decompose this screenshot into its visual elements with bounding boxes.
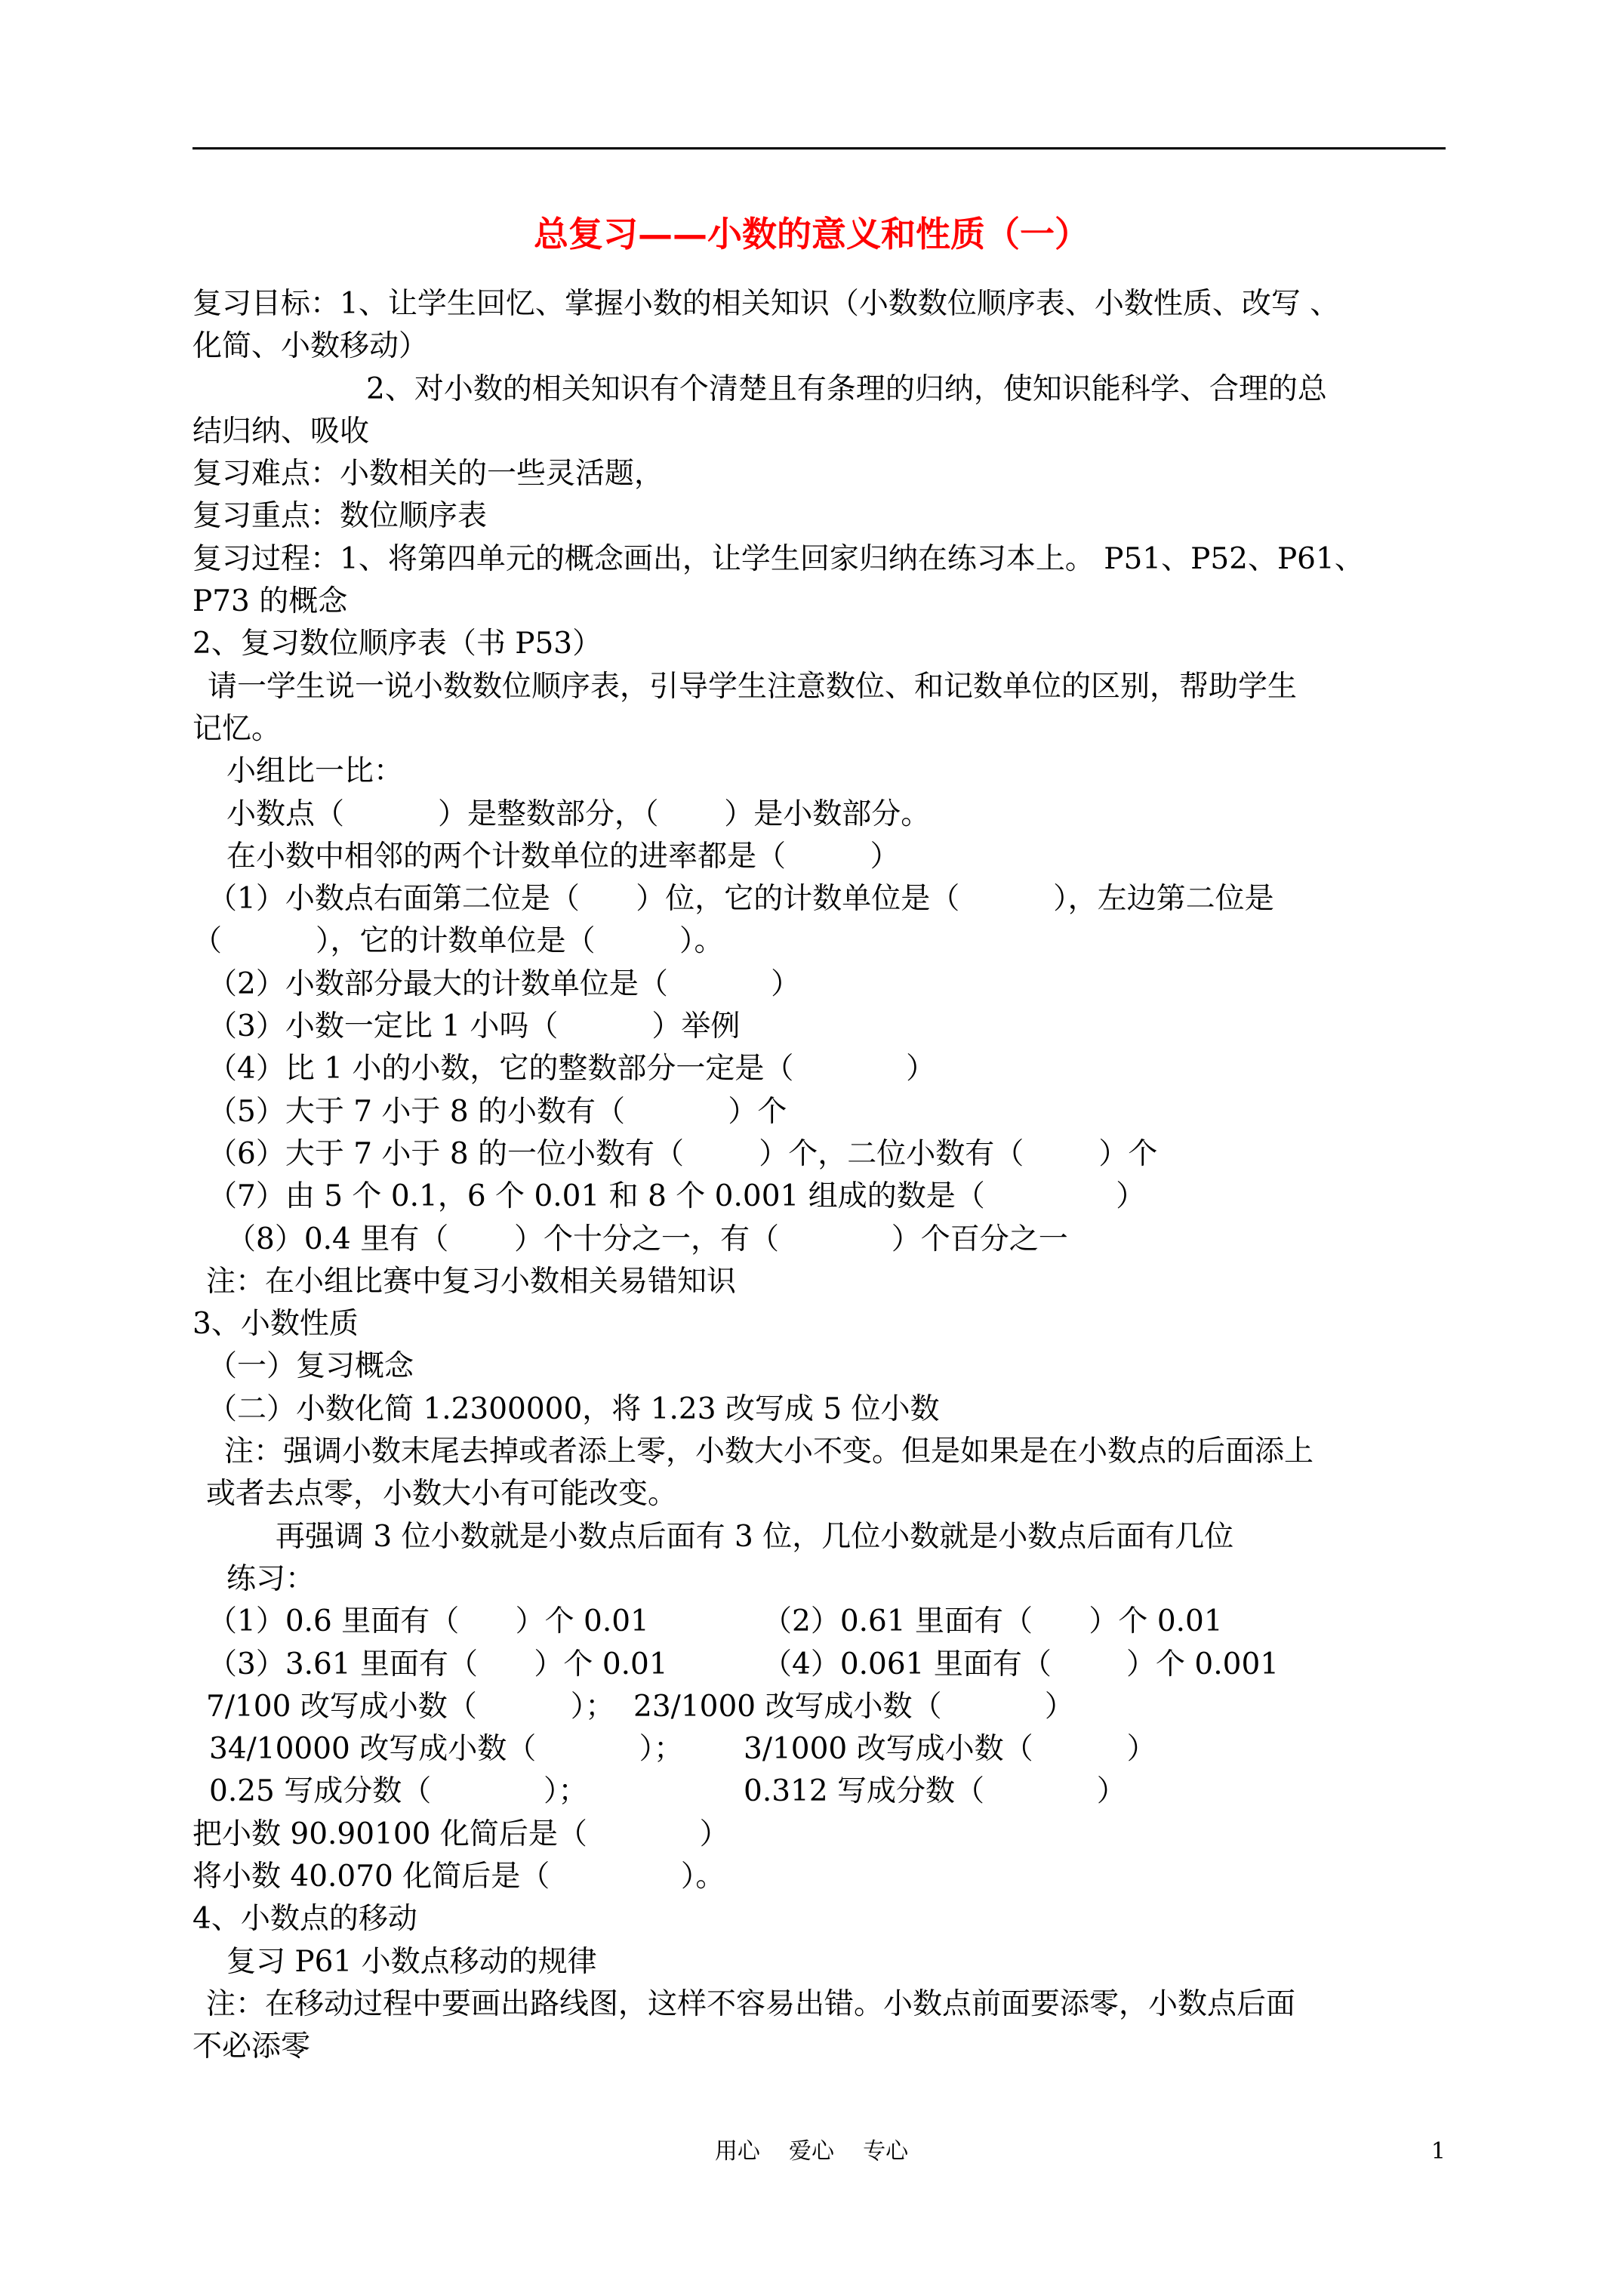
text-line: 再强调 3 位小数就是小数点后面有 3 位，几位小数就是小数点后面有几位 <box>276 1519 1234 1554</box>
section-heading: 3、小数性质 <box>192 1307 359 1342</box>
exercise-item: （4）0.061 里面有（ ）个 0.001 <box>762 1647 1280 1681</box>
note-line: 或者去点零，小数大小有可能改变。 <box>206 1477 678 1512</box>
exercise-item: 7/100 改写成小数（ ）； 23/1000 改写成小数（ ） <box>206 1689 1074 1724</box>
exercise-row <box>192 1771 1446 1813</box>
text-line: 复习目标：1、让学生回忆、掌握小数的相关知识（小数数位顺序表、小数性质、改写 、 <box>192 287 1340 321</box>
text-line: 练习： <box>226 1561 316 1596</box>
exercise-item: 把小数 90.90100 化简后是（ ） <box>192 1817 729 1851</box>
text-line: 小组比一比： <box>226 754 404 789</box>
question-line: （8）0.4 里有（ ）个十分之一，有（ ）个百分之一 <box>226 1222 1068 1256</box>
section-heading: 2、复习数位顺序表（书 P53） <box>192 627 602 661</box>
text-line: 请一学生说一说小数数位顺序表，引导学生注意数位、和记数单位的区别，帮助学生 <box>208 669 1298 704</box>
question-line: （3）小数一定比 1 小吗（ ）举例 <box>208 1009 741 1044</box>
question-line: （4）比 1 小的小数，它的整数部分一定是（ ） <box>208 1052 936 1086</box>
text-line: 结归纳、吸收 <box>192 414 370 448</box>
question-line: （1）小数点右面第二位是（ ）位，它的计数单位是（ ），左边第二位是 <box>208 882 1274 917</box>
question-line: （2）小数部分最大的计数单位是（ ） <box>208 966 801 1001</box>
text-line: 复习过程：1、将第四单元的概念画出，让学生回家归纳在练习本上。 P51、P52、P61、 <box>192 541 1364 576</box>
note-line: 注：强调小数末尾去掉或者添上零，小数大小不变。但是如果是在小数点的后面添上 <box>224 1435 1314 1469</box>
document-title: 总复习——小数的意义和性质（一） <box>534 214 1089 254</box>
exercise-item: 0.25 写成分数（ ）； <box>209 1774 588 1809</box>
section-heading: 4、小数点的移动 <box>192 1902 417 1937</box>
text-line: 记忆。 <box>192 711 282 746</box>
exercise-item: 将小数 40.070 化简后是（ ）。 <box>192 1859 725 1894</box>
text-line: 复习难点：小数相关的一些灵活题， <box>192 457 664 492</box>
note-line: 注：在小组比赛中复习小数相关易错知识 <box>206 1264 737 1299</box>
question-line: （5）大于 7 小于 8 的小数有（ ）个 <box>208 1094 787 1129</box>
question-line: 在小数中相邻的两个计数单位的进率都是（ ） <box>226 839 900 874</box>
header-rule <box>192 147 1446 149</box>
note-line: 不必添零 <box>192 2029 311 2064</box>
note-line: 注：在移动过程中要画出路线图，这样不容易出错。小数点前面要添零，小数点后面 <box>206 1986 1296 2021</box>
text-line: 复习重点：数位顺序表 <box>192 499 488 534</box>
exercise-item: 0.312 写成分数（ ） <box>744 1774 1126 1809</box>
question-line: （7）由 5 个 0.1，6 个 0.01 和 8 个 0.001 组成的数是（ ） <box>208 1179 1146 1214</box>
text-line: （一）复习概念 <box>208 1349 414 1384</box>
exercise-row <box>192 1644 1446 1686</box>
question-line: 小数点（ ）是整数部分，（ ）是小数部分。 <box>226 797 931 831</box>
exercise-item: 3/1000 改写成小数（ ） <box>744 1732 1156 1767</box>
exercise-item: （1）0.6 里面有（ ）个 0.01 <box>208 1604 649 1639</box>
text-line: 复习 P61 小数点移动的规律 <box>226 1944 597 1979</box>
text-line: 2、对小数的相关知识有个清楚且有条理的归纳，使知识能科学、合理的总 <box>366 371 1327 406</box>
text-line: （二）小数化简 1.2300000，将 1.23 改写成 5 位小数 <box>208 1391 940 1426</box>
page-number: 1 <box>1431 2138 1446 2165</box>
document-body <box>192 283 1446 2068</box>
page-footer: 用心 爱心 专心 <box>714 2138 909 2165</box>
text-line: P73 的概念 <box>192 584 348 619</box>
exercise-row <box>192 1728 1446 1771</box>
exercise-item: 34/10000 改写成小数（ ）； <box>209 1732 684 1767</box>
exercise-row <box>192 1601 1446 1643</box>
text-line: 化简、小数移动） <box>192 329 429 364</box>
question-line: （6）大于 7 小于 8 的一位小数有（ ）个，二位小数有（ ）个 <box>208 1136 1158 1171</box>
question-line: （ ），它的计数单位是（ ）。 <box>192 924 724 959</box>
exercise-item: （3）3.61 里面有（ ）个 0.01 <box>208 1647 668 1681</box>
exercise-item: （2）0.61 里面有（ ）个 0.01 <box>762 1604 1223 1639</box>
